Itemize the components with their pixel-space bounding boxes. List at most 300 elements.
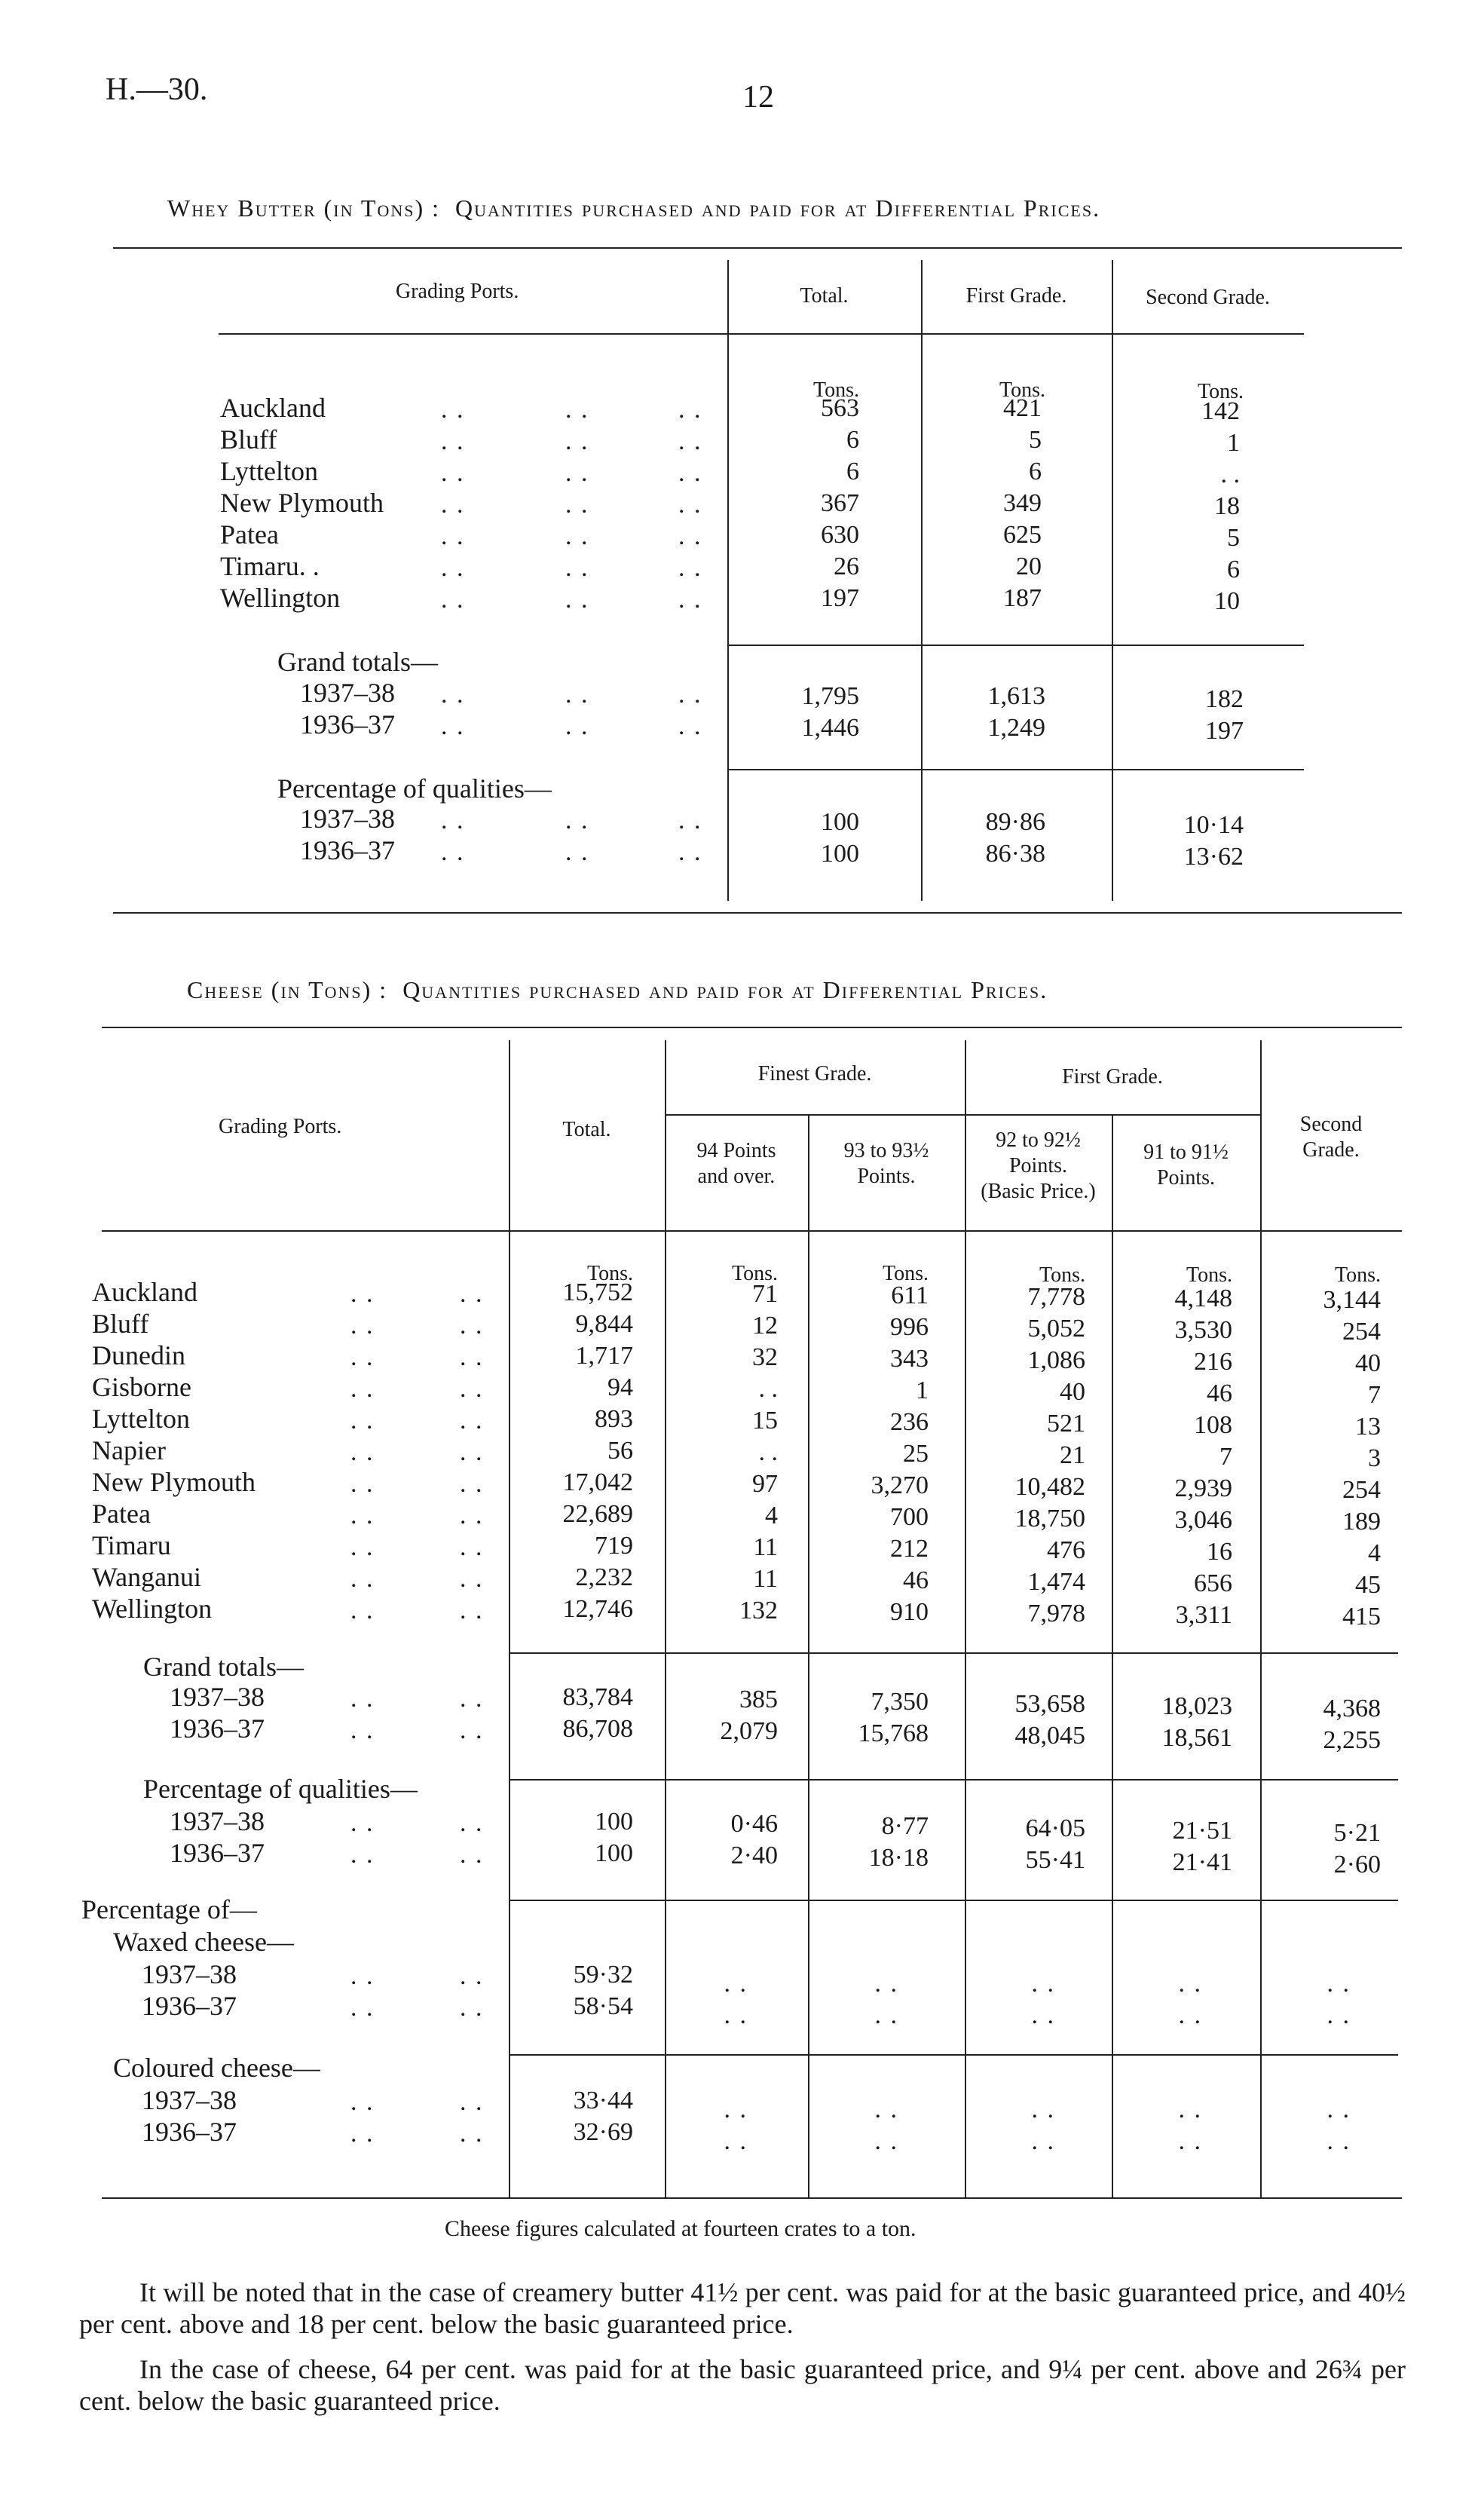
leader-dots: . . — [678, 712, 702, 740]
cheese-total-value: 83,784 — [562, 1683, 633, 1711]
cheese-header-p94 — [665, 1138, 808, 1190]
whey-header-total: Total. — [800, 284, 849, 308]
cheese-p92-value: 7,778 — [1027, 1283, 1085, 1311]
cheese-year-label: 1936–37 — [142, 2117, 237, 2147]
cheese-second-value: 40 — [1355, 1349, 1381, 1377]
whey-second-value: 10·14 — [1183, 811, 1244, 839]
cheese-p94-value: 132 — [739, 1597, 778, 1624]
leader-dots: . . — [565, 427, 589, 455]
cheese-header-second — [1260, 1112, 1402, 1163]
leader-dots: . . — [460, 1994, 484, 2022]
leader-dots: . . — [460, 1841, 484, 1869]
whey-first-value: 421 — [1003, 394, 1042, 422]
whey-total-value: 563 — [821, 394, 859, 422]
cheese-unit-p91: Tons. — [1186, 1263, 1232, 1287]
cheese-p94-value: 12 — [752, 1312, 778, 1340]
cheese-p92-value: 7,978 — [1027, 1600, 1085, 1627]
leader-dots: . . — [460, 2088, 484, 2116]
empty-cell-dots: . . — [1031, 2096, 1055, 2123]
whey-first-value: 1,613 — [987, 682, 1045, 710]
leader-dots: . . — [678, 396, 702, 424]
cheese-p93-value: 46 — [903, 1566, 929, 1594]
cheese-header-second-l2: Grade. — [1302, 1138, 1360, 1162]
whey-second-value: 5 — [1227, 524, 1240, 552]
cheese-header-total: Total. — [562, 1118, 611, 1141]
leader-dots: . . — [678, 586, 702, 614]
cheese-p91-value: 108 — [1194, 1411, 1232, 1439]
cheese-pct-label: Percentage of qualities— — [143, 1774, 418, 1804]
cheese-unit-total: Tons. — [586, 1262, 633, 1285]
cheese-p93-value: 910 — [890, 1598, 929, 1626]
leader-dots: . . — [441, 522, 465, 550]
whey-header-first: First Grade. — [965, 284, 1067, 308]
whey-first-value: 349 — [1003, 489, 1042, 517]
leader-dots: . . — [350, 1280, 375, 1308]
cheese-port-name: Napier — [92, 1435, 166, 1465]
leader-dots: . . — [460, 1280, 484, 1308]
cheese-port-name: Timaru — [92, 1530, 171, 1560]
cheese-year-label: 1937–38 — [170, 1806, 265, 1836]
whey-unit-total: Tons. — [812, 378, 859, 402]
cheese-p93-value: 3,270 — [871, 1471, 929, 1499]
whey-first-value: 89·86 — [985, 808, 1045, 836]
cheese-p91-value: 2,939 — [1174, 1474, 1232, 1502]
cheese-second-value: 7 — [1368, 1381, 1381, 1409]
cheese-header-p92-l2: Points. — [1008, 1154, 1068, 1177]
cheese-unit-p92: Tons. — [1039, 1263, 1085, 1287]
cheese-year-label: 1936–37 — [142, 1991, 237, 2021]
leader-dots: . . — [678, 459, 702, 487]
whey-port-name: Wellington — [220, 583, 341, 613]
cheese-top-rule — [102, 1027, 1402, 1028]
leader-dots: . . — [460, 1597, 484, 1624]
cheese-total-value: 9,844 — [575, 1310, 633, 1338]
whey-second-value: 142 — [1201, 397, 1240, 425]
cheese-year-label: 1937–38 — [170, 1682, 265, 1712]
leader-dots: . . — [678, 807, 702, 834]
cheese-second-value: 13 — [1355, 1413, 1381, 1441]
cheese-p91-value: 18,561 — [1161, 1724, 1232, 1752]
cheese-total-value: 33·44 — [573, 2087, 633, 2114]
leader-dots: . . — [460, 1565, 484, 1593]
whey-first-value: 1,249 — [987, 714, 1045, 742]
cheese-p94-value: 11 — [753, 1533, 778, 1561]
cheese-p91-value: 18,023 — [1161, 1692, 1232, 1720]
cheese-p94-value: 97 — [752, 1470, 778, 1498]
whey-first-value: 20 — [1016, 553, 1042, 580]
leader-dots: . . — [460, 1716, 484, 1744]
empty-cell-dots: . . — [1031, 2127, 1055, 2155]
leader-dots: . . — [565, 807, 589, 834]
cheese-header-ports: Grading Ports. — [219, 1115, 342, 1138]
whey-header-second: Second Grade. — [1146, 286, 1270, 309]
whey-unit-second: Tons. — [1197, 380, 1244, 403]
empty-cell-dots: . . — [874, 2001, 898, 2029]
whey-total-value: 100 — [821, 808, 859, 836]
whey-first-value: 5 — [1029, 426, 1042, 454]
cheese-p92-value: 476 — [1047, 1536, 1085, 1564]
cheese-header-p92-l3: (Basic Price.) — [981, 1180, 1096, 1203]
cheese-port-name: Gisborne — [92, 1372, 191, 1402]
cheese-port-name: Bluff — [92, 1309, 149, 1339]
cheese-subheader-rule — [665, 1114, 1260, 1116]
leader-dots: . . — [350, 1312, 375, 1340]
cheese-p91-value: 216 — [1194, 1348, 1232, 1376]
cheese-total-value: 94 — [607, 1373, 633, 1401]
leader-dots: . . — [565, 491, 589, 519]
whey-port-name: Lyttelton — [220, 456, 318, 486]
cheese-header-finest: Finest Grade. — [757, 1062, 872, 1085]
leader-dots: . . — [350, 1502, 375, 1529]
cheese-p91-value: 21·41 — [1172, 1848, 1232, 1876]
leader-dots: . . — [460, 1438, 484, 1466]
whey-bottom-rule — [113, 912, 1402, 914]
cheese-p91-value: 656 — [1194, 1569, 1232, 1597]
whey-pct-rule — [727, 769, 1304, 770]
leader-dots: . . — [678, 838, 702, 866]
whey-total-value: 197 — [821, 584, 859, 612]
leader-dots: . . — [350, 1375, 375, 1403]
empty-cell-dots: . . — [724, 1970, 748, 1998]
cheese-p92-value: 53,658 — [1014, 1690, 1085, 1718]
whey-second-value: 182 — [1205, 685, 1244, 713]
cheese-port-name: Dunedin — [92, 1340, 185, 1370]
leader-dots: . . — [441, 491, 465, 519]
empty-cell-dots: . . — [724, 2127, 748, 2155]
whey-year-label: 1936–37 — [300, 709, 395, 739]
leader-dots: . . — [350, 1809, 375, 1837]
whey-total-value: 1,446 — [801, 714, 859, 742]
whey-unit-first: Tons. — [999, 378, 1045, 402]
whey-total-value: 6 — [846, 426, 859, 454]
leader-dots: . . — [350, 1685, 375, 1713]
whey-second-value: 197 — [1205, 717, 1244, 745]
cheese-p92-value: 48,045 — [1014, 1722, 1085, 1750]
leader-dots: . . — [565, 681, 589, 709]
cheese-p93-value: 1 — [916, 1376, 929, 1404]
empty-cell-dots: . . — [1327, 1970, 1351, 1998]
cheese-footnote: Cheese figures calculated at fourteen crates to a ton. — [445, 2216, 916, 2241]
whey-port-name: Timaru. . — [220, 551, 320, 581]
leader-dots: . . — [565, 586, 589, 614]
cheese-p91-value: 4,148 — [1174, 1284, 1232, 1312]
cheese-second-value: 254 — [1342, 1476, 1381, 1504]
empty-cell-dots: . . — [724, 2096, 748, 2123]
cheese-p92-value: 21 — [1060, 1441, 1085, 1469]
whey-first-value: 625 — [1003, 521, 1042, 549]
cheese-port-name: Wellington — [92, 1594, 213, 1624]
cheese-p93-value: 700 — [890, 1503, 929, 1531]
cheese-p94-value: 32 — [752, 1343, 778, 1371]
cheese-title-main: Cheese (in Tons) : — [187, 976, 388, 1003]
cheese-header-p93-l2: Points. — [857, 1165, 916, 1188]
cheese-header-p94-l1: 94 Points — [696, 1139, 776, 1162]
cheese-grand-label: Grand totals— — [143, 1652, 304, 1682]
cheese-p94-value: 15 — [752, 1407, 778, 1435]
cheese-p91-value: 46 — [1207, 1379, 1232, 1407]
cheese-header-p94-l2: and over. — [697, 1165, 776, 1188]
whey-year-label: 1937–38 — [300, 678, 395, 708]
leader-dots: . . — [441, 838, 465, 866]
leader-dots: . . — [565, 712, 589, 740]
leader-dots: . . — [441, 554, 465, 582]
leader-dots: . . — [460, 1312, 484, 1340]
cheese-p91-value: 3,311 — [1175, 1601, 1232, 1629]
cheese-port-name: Patea — [92, 1499, 151, 1529]
leader-dots: . . — [441, 807, 465, 834]
cheese-p91-value: 3,046 — [1174, 1506, 1232, 1534]
leader-dots: . . — [441, 681, 465, 709]
cheese-total-value: 15,752 — [562, 1278, 633, 1306]
cheese-total-value: 22,689 — [562, 1500, 633, 1528]
cheese-p91-value: 16 — [1207, 1538, 1232, 1566]
leader-dots: . . — [678, 427, 702, 455]
cheese-header-second-l1: Second — [1299, 1113, 1363, 1136]
cheese-port-name: Auckland — [92, 1277, 197, 1307]
cheese-year-label: 1937–38 — [142, 2085, 237, 2115]
whey-grand-label: Grand totals— — [277, 647, 438, 677]
cheese-p93-value: 15,768 — [858, 1719, 929, 1747]
whey-title-main: Whey Butter (in Tons) : — [167, 194, 441, 222]
leader-dots: . . — [565, 459, 589, 487]
cheese-second-value: 4 — [1368, 1539, 1381, 1567]
cheese-p93-value: 18·18 — [868, 1844, 929, 1872]
cheese-p94-value: 4 — [765, 1502, 778, 1529]
empty-cell-dots: . . — [1178, 2001, 1202, 2029]
document-reference: H.—30. — [106, 72, 208, 107]
cheese-p93-value: 25 — [903, 1440, 929, 1468]
cheese-p93-value: 7,350 — [871, 1688, 929, 1716]
cheese-pctof-label: Percentage of— — [81, 1894, 257, 1924]
whey-total-value: 6 — [846, 458, 859, 485]
whey-second-value: 10 — [1214, 587, 1240, 615]
cheese-waxed-label: Waxed cheese— — [113, 1927, 294, 1957]
whey-header-rule — [219, 333, 1304, 335]
cheese-p94-value: . . — [758, 1375, 778, 1403]
empty-cell-dots: . . — [1178, 2096, 1202, 2123]
cheese-header-p92 — [965, 1128, 1112, 1205]
empty-cell-dots: . . — [1031, 2001, 1055, 2029]
cheese-header-rule — [102, 1230, 1402, 1232]
leader-dots: . . — [460, 1962, 484, 1990]
leader-dots: . . — [350, 1407, 375, 1435]
leader-dots: . . — [350, 1994, 375, 2022]
leader-dots: . . — [460, 2120, 484, 2148]
cheese-total-value: 12,746 — [562, 1595, 633, 1623]
empty-cell-dots: . . — [1327, 2127, 1351, 2155]
empty-cell-dots: . . — [874, 2096, 898, 2123]
whey-year-label: 1936–37 — [300, 835, 395, 865]
cheese-unit-p93: Tons. — [882, 1262, 929, 1285]
cheese-total-value: 56 — [607, 1437, 633, 1465]
cheese-p91-value: 7 — [1219, 1443, 1232, 1471]
cheese-header-p93 — [808, 1138, 965, 1190]
leader-dots: . . — [678, 681, 702, 709]
cheese-header-p92-l1: 92 to 92½ — [996, 1128, 1081, 1152]
whey-total-value: 630 — [821, 521, 859, 549]
whey-table-title — [167, 194, 1100, 222]
whey-port-name: Auckland — [220, 393, 326, 423]
cheese-header-p91-l1: 91 to 91½ — [1143, 1141, 1229, 1164]
cheese-second-value: 45 — [1355, 1571, 1381, 1599]
cheese-unit-p94: Tons. — [731, 1262, 778, 1285]
whey-second-value: 6 — [1227, 556, 1240, 583]
cheese-total-value: 32·69 — [573, 2118, 633, 2146]
leader-dots: . . — [460, 1502, 484, 1529]
cheese-p92-value: 10,482 — [1014, 1473, 1085, 1501]
cheese-header-p91-l2: Points. — [1156, 1166, 1216, 1190]
leader-dots: . . — [678, 522, 702, 550]
whey-second-value: . . — [1220, 461, 1240, 488]
leader-dots: . . — [460, 1533, 484, 1561]
cheese-bottom-rule — [102, 2197, 1402, 2199]
empty-cell-dots: . . — [1178, 2127, 1202, 2155]
whey-totals-rule — [727, 645, 1304, 646]
cheese-total-value: 86,708 — [562, 1715, 633, 1743]
leader-dots: . . — [460, 1375, 484, 1403]
whey-total-value: 367 — [821, 489, 859, 517]
cheese-header-p91 — [1112, 1140, 1260, 1191]
leader-dots: . . — [565, 522, 589, 550]
leader-dots: . . — [350, 1438, 375, 1466]
whey-total-value: 100 — [821, 840, 859, 868]
cheese-p92-value: 521 — [1047, 1410, 1085, 1438]
cheese-coloured-rule — [509, 2054, 1398, 2056]
cheese-p94-value: . . — [758, 1438, 778, 1466]
leader-dots: . . — [350, 1962, 375, 1990]
cheese-total-value: 1,717 — [575, 1342, 633, 1370]
cheese-p94-value: 2,079 — [720, 1717, 778, 1745]
cheese-header-first: First Grade. — [1062, 1065, 1163, 1089]
cheese-header-p93-l1: 93 to 93½ — [843, 1139, 929, 1162]
cheese-coloured-label: Coloured cheese— — [113, 2053, 320, 2083]
leader-dots: . . — [565, 554, 589, 582]
whey-port-name: New Plymouth — [220, 488, 384, 518]
leader-dots: . . — [350, 1841, 375, 1869]
cheese-p93-value: 343 — [890, 1345, 929, 1373]
cheese-p94-value: 2·40 — [730, 1842, 778, 1869]
cheese-total-value: 2,232 — [575, 1563, 633, 1591]
cheese-totals-rule — [509, 1652, 1398, 1654]
empty-cell-dots: . . — [1031, 1970, 1055, 1998]
cheese-port-name: Wanganui — [92, 1562, 202, 1592]
whey-first-value: 86·38 — [985, 840, 1045, 868]
leader-dots: . . — [350, 1470, 375, 1498]
leader-dots: . . — [460, 1809, 484, 1837]
cheese-p92-value: 40 — [1060, 1378, 1085, 1406]
whey-total-value: 1,795 — [801, 682, 859, 710]
cheese-pctof-rule — [509, 1900, 1398, 1901]
leader-dots: . . — [460, 1470, 484, 1498]
whey-year-label: 1937–38 — [300, 804, 395, 834]
leader-dots: . . — [350, 1533, 375, 1561]
empty-cell-dots: . . — [874, 1970, 898, 1998]
leader-dots: . . — [350, 1597, 375, 1624]
paragraph-creamery-butter: It will be noted that in the case of creamery butter 41½ per cent. was paid for at the basic guaranteed price, and 40½ per cent. above and 18 per cent. below the basic guaranteed price. — [79, 2277, 1406, 2339]
cheese-total-value: 100 — [595, 1839, 633, 1867]
leader-dots: . . — [441, 459, 465, 487]
leader-dots: . . — [460, 1407, 484, 1435]
leader-dots: . . — [350, 1565, 375, 1593]
cheese-port-name: Lyttelton — [92, 1404, 190, 1434]
leader-dots: . . — [678, 491, 702, 519]
whey-first-value: 187 — [1003, 584, 1042, 612]
cheese-second-value: 4,368 — [1323, 1695, 1381, 1722]
cheese-table-title — [187, 976, 1048, 1004]
leader-dots: . . — [350, 2088, 375, 2116]
cheese-p92-value: 64·05 — [1025, 1814, 1085, 1842]
whey-top-rule — [113, 247, 1402, 249]
whey-pct-label: Percentage of qualities— — [277, 773, 552, 804]
cheese-pct-rule — [509, 1779, 1398, 1781]
cheese-second-value: 254 — [1342, 1318, 1381, 1346]
cheese-total-value: 893 — [595, 1405, 633, 1433]
empty-cell-dots: . . — [874, 2127, 898, 2155]
cheese-second-value: 3 — [1368, 1444, 1381, 1472]
cheese-total-value: 58·54 — [573, 1992, 633, 2020]
whey-second-value: 13·62 — [1183, 843, 1244, 871]
cheese-unit-second: Tons. — [1334, 1263, 1381, 1287]
cheese-p92-value: 18,750 — [1014, 1505, 1085, 1533]
cheese-second-value: 2·60 — [1333, 1851, 1381, 1879]
whey-header-ports: Grading Ports. — [396, 280, 519, 303]
leader-dots: . . — [460, 1343, 484, 1371]
leader-dots: . . — [565, 396, 589, 424]
whey-port-name: Patea — [220, 519, 279, 550]
cheese-p94-value: 0·46 — [730, 1810, 778, 1838]
cheese-second-value: 415 — [1342, 1603, 1381, 1630]
whey-second-value: 1 — [1227, 429, 1240, 457]
whey-port-name: Bluff — [220, 424, 277, 455]
cheese-p91-value: 3,530 — [1174, 1316, 1232, 1344]
paragraph-cheese: In the case of cheese, 64 per cent. was paid for at the basic guaranteed price, and 9¼ per cent. above and 26¾ per cent. below the basic guaranteed price. — [79, 2354, 1406, 2416]
leader-dots: . . — [441, 396, 465, 424]
cheese-p93-value: 611 — [891, 1281, 929, 1309]
cheese-p92-value: 1,474 — [1027, 1568, 1085, 1596]
leader-dots: . . — [441, 427, 465, 455]
cheese-p94-value: 11 — [753, 1565, 778, 1593]
cheese-total-value: 100 — [595, 1808, 633, 1836]
cheese-p92-value: 55·41 — [1025, 1846, 1085, 1874]
cheese-p93-value: 996 — [890, 1313, 929, 1341]
page-number: 12 — [742, 80, 774, 115]
leader-dots: . . — [678, 554, 702, 582]
leader-dots: . . — [350, 1716, 375, 1744]
whey-first-value: 6 — [1029, 458, 1042, 485]
whey-title-rest: Quantities purchased and paid for at Differential Prices. — [455, 194, 1101, 222]
cheese-year-label: 1936–37 — [170, 1713, 265, 1744]
cheese-total-value: 17,042 — [562, 1468, 633, 1496]
whey-total-value: 26 — [834, 553, 859, 580]
leader-dots: . . — [350, 1343, 375, 1371]
cheese-p91-value: 21·51 — [1172, 1817, 1232, 1845]
empty-cell-dots: . . — [1178, 1970, 1202, 1998]
cheese-title-rest: Quantities purchased and paid for at Differential Prices. — [402, 976, 1048, 1003]
cheese-port-name: New Plymouth — [92, 1467, 256, 1497]
cheese-second-value: 5·21 — [1333, 1819, 1381, 1847]
cheese-p93-value: 212 — [890, 1535, 929, 1563]
cheese-p93-value: 236 — [890, 1408, 929, 1436]
empty-cell-dots: . . — [1327, 2096, 1351, 2123]
cheese-second-value: 3,144 — [1323, 1286, 1381, 1314]
cheese-second-value: 189 — [1342, 1508, 1381, 1536]
whey-second-value: 18 — [1214, 492, 1240, 520]
leader-dots: . . — [441, 712, 465, 740]
cheese-year-label: 1936–37 — [170, 1838, 265, 1868]
cheese-p92-value: 5,052 — [1027, 1315, 1085, 1343]
leader-dots: . . — [350, 2120, 375, 2148]
cheese-total-value: 59·32 — [573, 1961, 633, 1989]
